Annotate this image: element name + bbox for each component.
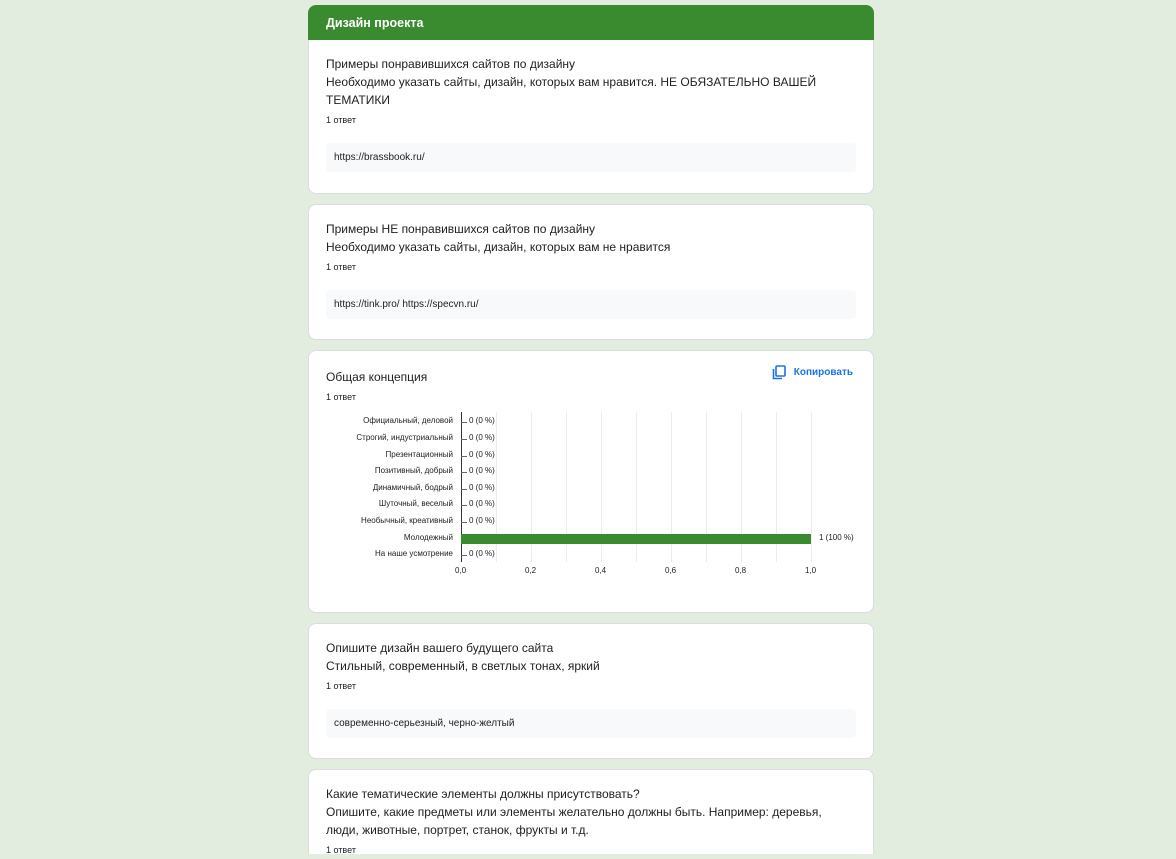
chart-zero-marker	[461, 456, 467, 457]
chart-gridline	[811, 412, 812, 562]
response-count: 1 ответ	[326, 115, 356, 125]
question-title: Общая концепция	[326, 370, 428, 384]
chart-category-label: На наше усмотрение	[375, 549, 453, 559]
chart-x-tick-label: 0,0	[455, 566, 467, 575]
chart-zero-marker	[461, 422, 467, 423]
bar-chart	[326, 412, 856, 584]
chart-zero-marker	[461, 489, 467, 490]
response-answer: https://brassbook.ru/	[326, 143, 856, 172]
copy-label: Копировать	[793, 367, 853, 378]
question-description: Опишите, какие предметы или элементы желательно должны быть. Например: деревья, люди, животные, портрет, станок, фрукты и т.д.	[326, 805, 822, 837]
section-header	[308, 5, 874, 40]
chart-x-tick-label: 0,6	[665, 566, 677, 575]
chart-value-label: 0 (0 %)	[469, 432, 495, 442]
copy-icon	[772, 365, 786, 380]
chart-category-label: Молодежный	[403, 532, 453, 542]
chart-zero-marker	[461, 472, 467, 473]
chart-value-label: 0 (0 %)	[469, 515, 495, 525]
response-count: 1 ответ	[326, 681, 356, 691]
chart-category-label: Презентационный	[385, 449, 453, 459]
chart-value-label: 0 (0 %)	[469, 549, 495, 559]
chart-value-label: 0 (0 %)	[469, 449, 495, 459]
copy-chart-button[interactable]	[772, 365, 853, 380]
chart-value-label: 1 (100 %)	[819, 532, 854, 542]
form-summary-column	[308, 5, 874, 854]
chart-x-tick-label: 0,4	[595, 566, 607, 575]
response-count: 1 ответ	[326, 845, 356, 854]
response-count: 1 ответ	[326, 392, 356, 402]
chart-category-label: Шуточный, веселый	[378, 499, 453, 509]
question-card	[308, 40, 874, 194]
chart-zero-marker	[461, 505, 467, 506]
chart-category-label: Позитивный, добрый	[374, 466, 453, 476]
chart-value-label: 0 (0 %)	[469, 466, 495, 476]
chart-value-label: 0 (0 %)	[469, 499, 495, 509]
chart-category-label: Строгий, индустриальный	[356, 432, 453, 442]
response-answer: современно-серьезный, черно-желтый	[326, 709, 856, 738]
question-description: Необходимо указать сайты, дизайн, которых вам нравится. НЕ ОБЯЗАТЕЛЬНО ВАШЕЙ ТЕМАТИКИ	[326, 75, 817, 107]
chart-value-label: 0 (0 %)	[469, 482, 495, 492]
chart-zero-marker	[461, 555, 467, 556]
response-answer: https://tink.pro/ https://specvn.ru/	[326, 290, 856, 319]
question-title: Примеры понравившихся сайтов по дизайну	[326, 57, 576, 71]
chart-zero-marker	[461, 439, 467, 440]
response-count: 1 ответ	[326, 262, 356, 272]
chart-x-tick-label: 1,0	[805, 566, 817, 575]
chart-question-card	[308, 350, 874, 613]
question-title: Какие тематические элементы должны присутствовать?	[326, 787, 640, 801]
question-card	[308, 769, 874, 854]
chart-category-label: Официальный, деловой	[363, 416, 453, 426]
question-card	[308, 623, 874, 759]
question-card	[308, 204, 874, 340]
chart-value-label: 0 (0 %)	[469, 416, 495, 426]
chart-zero-marker	[461, 522, 467, 523]
section-title: Дизайн проекта	[326, 15, 424, 30]
question-title: Опишите дизайн вашего будущего сайта	[326, 641, 554, 655]
chart-x-tick-label: 0,2	[525, 566, 537, 575]
question-description: Стильный, современный, в светлых тонах, яркий	[326, 659, 600, 673]
question-description: Необходимо указать сайты, дизайн, которых вам не нравится	[326, 240, 671, 254]
chart-category-label: Необычный, креативный	[361, 515, 453, 525]
question-title: Примеры НЕ понравившихся сайтов по дизайну	[326, 222, 596, 236]
chart-bar	[461, 534, 811, 544]
chart-category-label: Динамичный, бодрый	[372, 482, 453, 492]
chart-x-tick-label: 0,8	[735, 566, 747, 575]
